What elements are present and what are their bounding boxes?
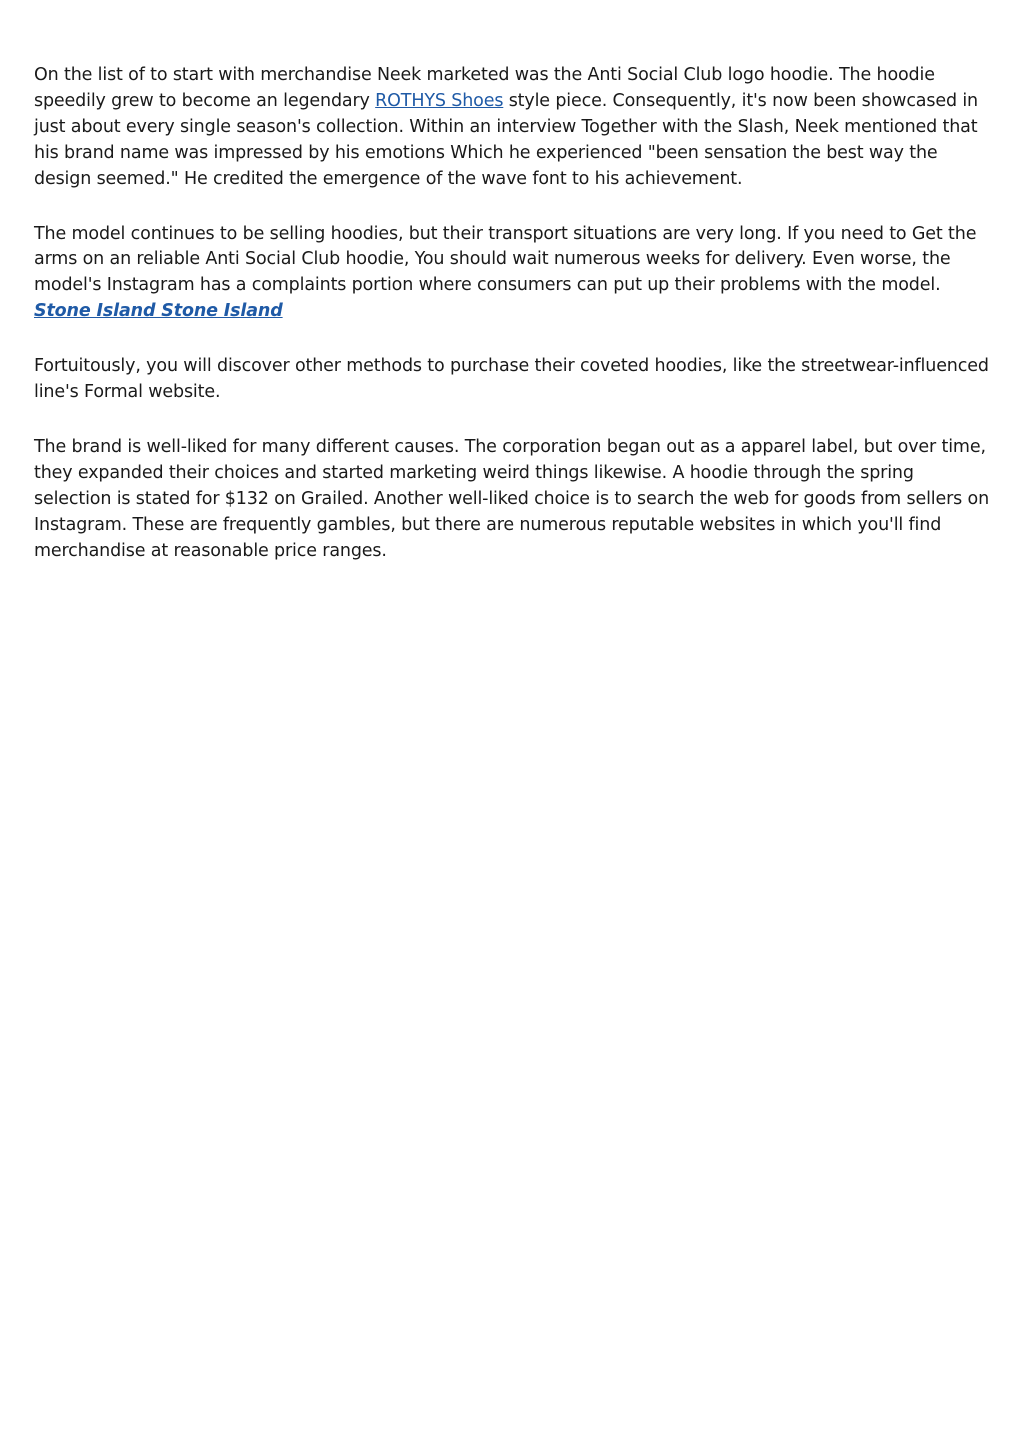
rothys-shoes-link[interactable]: ROTHYS Shoes	[375, 90, 504, 111]
paragraph-2	[34, 222, 994, 326]
paragraph-1	[34, 63, 994, 193]
paragraph-3: Fortuitously, you will discover other methods to purchase their coveted hoodies, like the streetwear-influenced line's Formal website.	[34, 356, 989, 403]
document-body	[34, 63, 994, 594]
paragraph-4: The brand is well-liked for many different causes. The corporation began out as a apparel label, but over time, they expanded their choices and started marketing weird things likewise. A hoodie through the spring selection is stated for $132 on Grailed. Another well-liked choice is to search the web for goods from sellers on Instagram. These are frequently gambles, but there are numerous reputable websites in which you'll find merchandise at reasonable price ranges.	[34, 436, 990, 561]
paragraph-2-text: The model continues to be selling hoodies, but their transport situations are very long. If you need to Get the arms on an reliable Anti Social Club hoodie, You should wait numerous weeks for delivery. Even worse, the model's Instagram has a complaints portion where consumers can put up their problems with the model.	[34, 223, 977, 296]
stone-island-link[interactable]: Stone Island Stone Island	[34, 301, 283, 322]
paragraph-1-text-start: On the list of to start with merchandise Neek marketed was the Anti Social Club logo hoodie. The hoodie speedily grew to become an legendary	[34, 65, 935, 111]
paragraph-1-text-end: style piece. Consequently, it's now been showcased in just about every single season's collection. Within an interview Together with the Slash, Neek mentioned that his brand name was impressed by his emotions Which he experienced "been sensation the best way the design seemed." He credited the emergence of the wave font to his achievement.	[34, 90, 978, 189]
